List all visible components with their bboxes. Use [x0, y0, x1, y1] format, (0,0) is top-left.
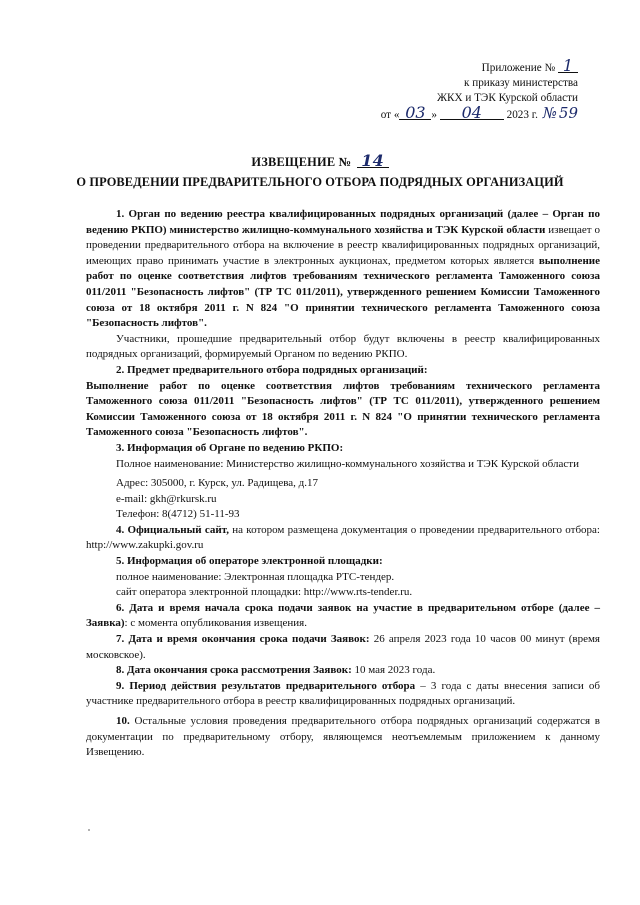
section-7-heading: 7. Дата и время окончания срока подачи Заявок: — [116, 633, 370, 646]
section-3-name: Полное наименование: Министерство жилищно-коммунального хозяйства и ТЭК Курской области — [116, 457, 579, 470]
annex-number-handwritten: 1 — [558, 60, 578, 73]
section-4-heading: 4. Официальный сайт, — [116, 523, 229, 536]
section-3-phone: Телефон: 8(4712) 51-11-93 — [116, 508, 240, 521]
annex-label: Приложение № — [481, 62, 556, 74]
notice-title — [0, 151, 640, 170]
annex-number-line — [338, 56, 578, 76]
notice-title-label: ИЗВЕЩЕНИЕ № — [251, 155, 352, 169]
section-3-heading: 3. Информация об Органе по ведению РКПО: — [116, 441, 344, 454]
section-9-text: – 3 года с даты внесения записи об участнике предварительного отбора в реестр квалифицированных подрядных организаций. — [86, 679, 600, 708]
section-1-text: извещает о проведении предварительного отбора на включение в реестр квалифицированных подрядных организаций, имеющих право принимать участие в электронных аукционах, предметом которых является — [86, 223, 600, 267]
date-year: 2023 г. — [506, 109, 538, 121]
section-1-heading: 1. Орган по ведению реестра квалифицированных подрядных организаций (далее – Орган по ведению РКПО) министерство жилищно-коммунального хозяйства и ТЭК Курской области — [86, 208, 600, 236]
section-4 — [86, 523, 600, 554]
section-7 — [86, 632, 600, 663]
section-5-site: сайт оператора электронной площадки: http://www.rts-tender.ru. — [116, 586, 413, 599]
notice-number-handwritten: 14 — [357, 155, 389, 168]
annex-order-line: к приказу министерства — [463, 77, 578, 89]
annex-ministry-line: ЖКХ и ТЭК Курской области — [436, 92, 578, 104]
section-7-text: 26 апреля 2023 года 10 часов 00 минут (время московское). — [86, 633, 600, 661]
section-8-text: 10 мая 2023 года. — [351, 664, 436, 677]
date-month-handwritten: 04 — [440, 107, 504, 120]
date-prefix: от « — [380, 109, 400, 121]
scan-speck — [88, 829, 90, 831]
section-2-body: Выполнение работ по оценке соответствия лифтов требованиям технического регламента Таможенного союза 011/2011 "Безопасность лифтов" (ТР ТС 011/2011), утвержденного решением Комиссии Таможенного союза от 18 октября 2011 г. N 824 "О принятии технического регламента Таможенного союза "Безопасность лифтов". — [86, 379, 600, 439]
section-5-heading: 5. Информация об операторе электронной площадки: — [116, 555, 383, 568]
section-8 — [86, 663, 600, 679]
section-10-heading: 10. — [116, 715, 130, 727]
section-1-subject: выполнение работ по оценке соответствия лифтов требованиям технического регламента Таможенного союза 011/2011 "Безопасность лифтов" (ТР ТС 011/2011), утвержденного решением Комиссии Таможенного союза от 18 октября 2011 г. N 824 "О принятии технического регламента Таможенного союза "Безопасность лифтов". — [86, 254, 600, 330]
date-day-handwritten: 03 — [399, 107, 431, 120]
section-6-heading: 6. Дата и время начала срока подачи заявок на участие в предварительном отборе (далее – Заявка) — [86, 601, 600, 630]
section-2-heading: 2. Предмет предварительного отбора подрядных организаций: — [116, 363, 428, 376]
section-3-address: Адрес: 305000, г. Курск, ул. Радищева, д.17 — [116, 477, 319, 490]
reg-number-handwritten: 59 — [558, 104, 578, 122]
notice-body — [86, 207, 600, 761]
annex-block — [338, 56, 578, 123]
section-10-text: Остальные условия проведения предварительного отбора подрядных организаций содержатся в документации по предварительному отбору, являющемся неотъемлемым приложением к данному Извещению. — [86, 715, 600, 759]
date-quote-close: » — [431, 109, 438, 121]
section-5-name: полное наименование: Электронная площадка РТС-тендер. — [116, 570, 395, 583]
reg-prefix-handwritten: № — [542, 104, 557, 122]
section-8-heading: 8. Дата окончания срока рассмотрения Заявок: — [116, 664, 352, 677]
section-9-heading: 9. Период действия результатов предварительного отбора — [116, 679, 416, 692]
notice-subtitle: О ПРОВЕДЕНИИ ПРЕДВАРИТЕЛЬНОГО ОТБОРА ПОДРЯДНЫХ ОРГАНИЗАЦИЙ — [76, 175, 564, 189]
section-3-email: e-mail: gkh@rkursk.ru — [116, 492, 217, 505]
section-1 — [86, 207, 600, 332]
section-9 — [86, 679, 600, 710]
section-10 — [86, 714, 600, 761]
section-4-text: на котором размещена документация о проведении предварительного отбора: http://www.zakupki.gov.ru — [86, 523, 600, 552]
section-1-participants: Участники, прошедшие предварительный отбор будут включены в реестр квалифицированных подрядных организаций, формируемый Органом по ведению РКПО. — [86, 332, 600, 361]
section-6 — [86, 601, 600, 632]
annex-date-line — [338, 103, 578, 123]
section-6-text: : с момента опубликования извещения. — [124, 617, 307, 630]
